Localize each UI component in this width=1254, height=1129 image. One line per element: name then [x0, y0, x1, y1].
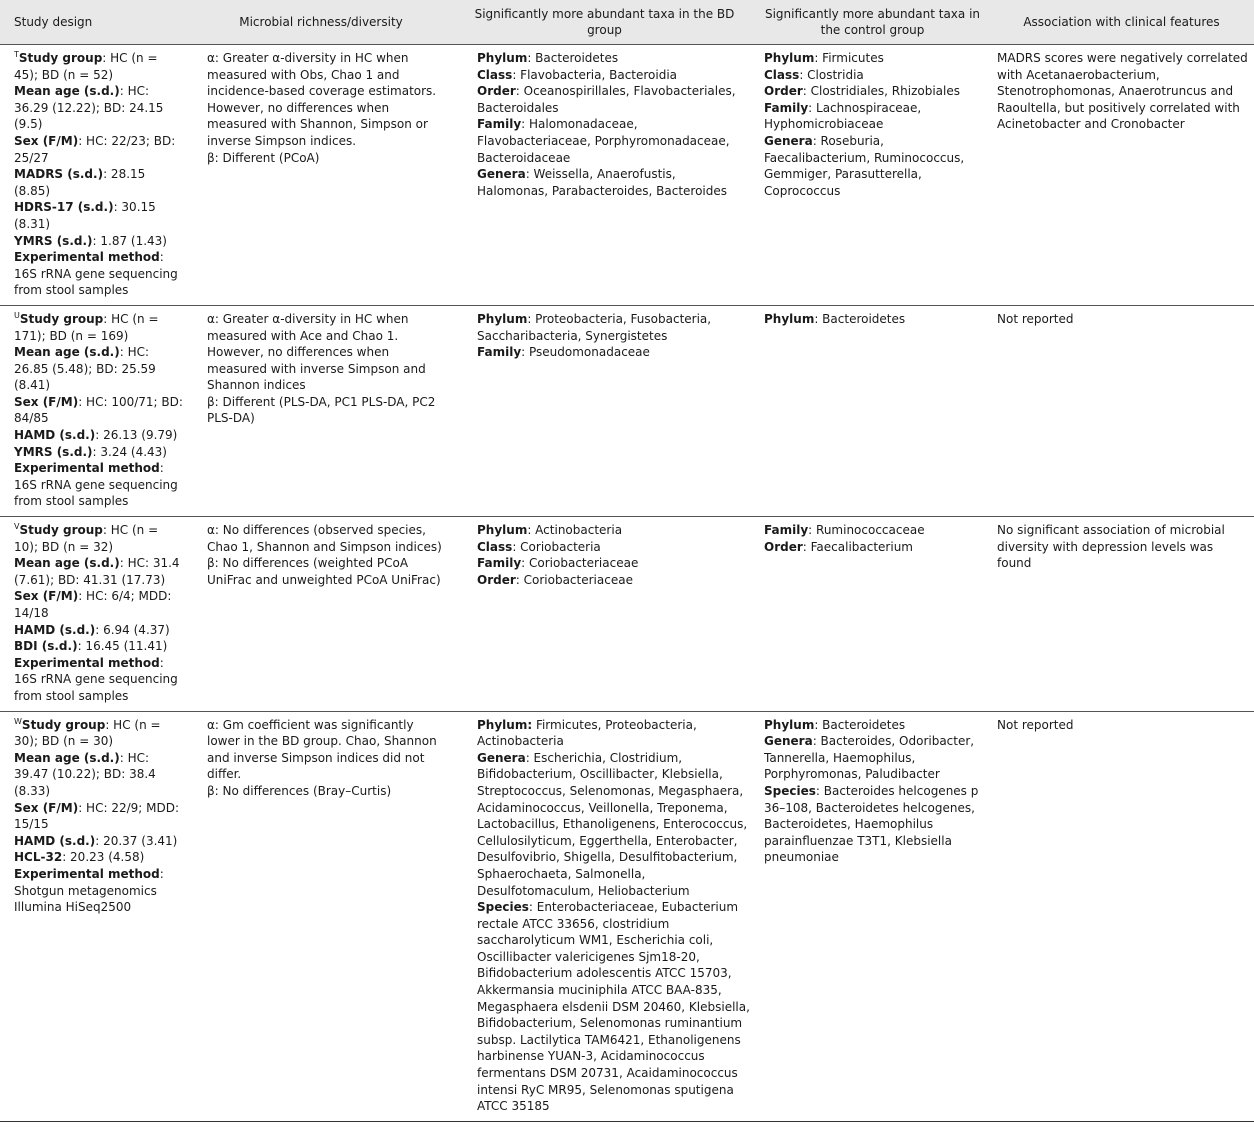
design-key: Sex (F/M) [14, 589, 79, 604]
diversity-cell [189, 45, 453, 306]
table-row [0, 45, 1254, 306]
design-entry [14, 522, 183, 555]
design-key: HCL-32 [14, 850, 63, 865]
reference-marker: T [14, 50, 19, 59]
bd-taxa-cell [453, 45, 756, 306]
diversity-line: β: No differences (weighted PCoA UniFrac and unweighted PCoA UniFrac) [207, 556, 441, 587]
control-taxa-cell [756, 305, 989, 516]
design-value: : 28.15 (8.85) [14, 167, 146, 198]
design-value: : HC: 100/71; BD: 84/85 [14, 394, 183, 426]
header-control-taxa: Significantly more abundant taxa in the control group [756, 0, 989, 45]
header-diversity: Microbial richness/diversity [189, 0, 453, 45]
table-row [0, 711, 1254, 1121]
design-key: MADRS (s.d.) [14, 167, 104, 182]
design-value: : HC: 31.4 (7.61); BD: 41.31 (17.73) [14, 556, 180, 587]
diversity-line: β: Different (PCoA) [207, 150, 320, 165]
diversity-line: α: No differences (observed species, Chao 1, Shannon and Simpson indices) [207, 523, 442, 554]
design-key: Sex (F/M) [14, 133, 79, 148]
bd-taxa-key: Genera [477, 750, 526, 765]
diversity-cell [189, 711, 453, 1121]
control-taxa-value: : Faecalibacterium [802, 539, 913, 554]
design-key: Mean age (s.d.) [14, 84, 120, 99]
bd-taxa-key: Class [477, 539, 513, 554]
bd-taxa-value: : Oceanospirillales, Flavobacteriales, Bacteroidales [477, 84, 736, 115]
design-value: : 20.37 (3.41) [95, 833, 178, 848]
header-bd-taxa: Significantly more abundant taxa in the BD group [453, 0, 756, 45]
diversity-cell [189, 305, 453, 516]
bd-taxa-value: : Coriobacteriaceae [515, 572, 633, 587]
control-taxa-value: : Bacteroides, Odoribacter, Tannerella, Haemophilus, Porphyromonas, Paludibacter [764, 734, 975, 782]
bd-taxa-entry [477, 50, 750, 67]
design-key: HAMD (s.d.) [14, 428, 96, 443]
bd-taxa-value: : Halomonadaceae, Flavobacteriaceae, Porphyromonadaceae, Bacteroidaceae [477, 117, 730, 165]
bd-taxa-entry [477, 67, 750, 84]
design-entry [14, 344, 183, 394]
control-taxa-entry [764, 733, 983, 783]
bd-taxa-entry [477, 555, 750, 572]
control-taxa-key: Family [764, 523, 809, 538]
design-key: HDRS-17 (s.d.) [14, 200, 114, 215]
bd-taxa-key: Class [477, 67, 513, 82]
bd-taxa-key: Phylum: [477, 717, 533, 732]
design-entry [14, 249, 183, 299]
design-key: HAMD (s.d.) [14, 622, 96, 637]
header-clinical: Association with clinical features [989, 0, 1254, 45]
bd-taxa-key: Genera [477, 167, 526, 182]
control-taxa-entry [764, 133, 983, 199]
design-value: : HC: 36.29 (12.22); BD: 24.15 (9.5) [14, 84, 164, 132]
design-value: : 16.45 (11.41) [77, 639, 168, 654]
control-taxa-key: Order [764, 84, 803, 99]
control-taxa-value: : Lachnospiraceae, Hyphomicrobiaceae [764, 100, 922, 132]
control-taxa-value: : Clostridia [799, 67, 864, 82]
bd-taxa-cell [453, 305, 756, 516]
diversity-line: β: No differences (Bray–Curtis) [207, 783, 392, 798]
design-entry [14, 555, 183, 588]
control-taxa-key: Class [764, 67, 800, 82]
design-entry [14, 133, 183, 166]
design-key: Study group [19, 311, 104, 326]
control-taxa-entry [764, 539, 983, 556]
design-value: : 6.94 (4.37) [95, 622, 170, 637]
design-entry [14, 427, 183, 444]
design-value: : 16S rRNA gene sequencing from stool samples [14, 250, 178, 298]
header-study-design: Study design [0, 0, 189, 45]
design-entry [14, 750, 183, 800]
control-taxa-key: Genera [764, 133, 813, 148]
control-taxa-cell [756, 711, 989, 1121]
control-taxa-value: : Bacteroides helcogenes p 36–108, Bacteroidetes helcogenes, Bacteroidetes, Haemophilus parainfluenzae T3T1, Klebsiella pneumoniae [764, 783, 979, 865]
design-entry [14, 866, 183, 916]
design-entry [14, 849, 183, 866]
clinical-cell: Not reported [989, 711, 1254, 1121]
design-key: Experimental method [14, 461, 160, 476]
control-taxa-value: : Firmicutes [814, 51, 884, 65]
control-taxa-entry [764, 717, 983, 734]
control-taxa-key: Phylum [764, 311, 815, 326]
design-entry [14, 638, 183, 655]
diversity-line: α: Gm coefficient was significantly lower in the BD group. Chao, Shannon and inverse Simpson indices did not differ. [207, 717, 437, 782]
bd-taxa-entry [477, 717, 750, 750]
control-taxa-key: Family [764, 100, 809, 115]
bd-taxa-entry [477, 344, 750, 361]
reference-marker: V [14, 522, 20, 532]
clinical-cell: Not reported [989, 305, 1254, 516]
diversity-line: α: Greater α-diversity in HC when measured with Obs, Chao 1 and incidence-based coverage estimators. However, no differences when measured with Shannon, Simpson or inverse Simpson indices. [207, 51, 437, 148]
design-value: : 30.15 (8.31) [14, 200, 156, 231]
bd-taxa-value: : Actinobacteria [527, 523, 623, 538]
design-key: Mean age (s.d.) [14, 750, 120, 765]
design-entry [14, 199, 183, 232]
bd-taxa-key: Family [477, 556, 522, 571]
bd-taxa-value: : Flavobacteria, Bacteroidia [512, 67, 678, 82]
bd-taxa-value: : Bacteroidetes [527, 51, 619, 65]
design-entry [14, 622, 183, 639]
reference-marker: U [14, 310, 20, 320]
design-key: Study group [18, 51, 103, 65]
design-value: : 1.87 (1.43) [92, 233, 167, 248]
design-key: Sex (F/M) [14, 394, 79, 409]
design-entry [14, 444, 183, 461]
bd-taxa-key: Family [477, 345, 522, 360]
bd-taxa-entry [477, 311, 750, 344]
design-entry [14, 717, 183, 750]
diversity-line: α: Greater α-diversity in HC when measured with Ace and Chao 1. However, no differences when measured with inverse Simpson and Shannon indices [207, 311, 426, 393]
design-value: : HC (n = 171); BD (n = 169) [14, 311, 159, 343]
design-key: Mean age (s.d.) [14, 556, 120, 571]
bd-taxa-value: : Pseudomonadaceae [521, 345, 650, 360]
bd-taxa-value: Firmicutes, Proteobacteria, Actinobacteria [477, 717, 697, 749]
design-key: Experimental method [14, 866, 160, 881]
design-value: : 20.23 (4.58) [62, 850, 145, 865]
bd-taxa-entry [477, 750, 750, 899]
bd-taxa-entry [477, 166, 750, 199]
control-taxa-key: Phylum [764, 717, 815, 732]
bd-taxa-value: : Coriobacteriaceae [521, 556, 639, 571]
bd-taxa-value: : Coriobacteria [512, 539, 601, 554]
bd-taxa-cell [453, 711, 756, 1121]
bd-taxa-key: Family [477, 117, 522, 132]
bd-taxa-value: : Escherichia, Clostridium, Bifidobacterium, Oscillibacter, Klebsiella, Streptococcus, Selenomonas, Megasphaera, Acidaminococcus, Veillonella, Treponema, Lactobacillus, Ethanoligenens, Enterococcus, Cellulosilyticum, Eggerthella, Enterobacter, Desulfovibrio, Shigella, Desulfitobacterium, Sphaerochaeta, Salmonella, Desulfotomaculum, Heliobacterium [477, 750, 748, 898]
design-value: : HC: 22/9; MDD: 15/15 [14, 800, 180, 832]
design-value: : 3.24 (4.43) [92, 444, 167, 459]
control-taxa-value: : Ruminococcaceae [808, 523, 925, 538]
control-taxa-value: : Bacteroidetes [814, 311, 906, 326]
design-value: : Shotgun metagenomics Illumina HiSeq2500 [14, 866, 164, 915]
design-key: Study group [21, 717, 106, 732]
design-key: Experimental method [14, 250, 160, 265]
design-entry [14, 50, 183, 83]
design-entry [14, 83, 183, 133]
design-entry [14, 655, 183, 705]
bd-taxa-entry [477, 83, 750, 116]
design-entry [14, 166, 183, 199]
design-entry [14, 311, 183, 344]
design-value: : 16S rRNA gene sequencing from stool samples [14, 461, 178, 509]
bd-taxa-key: Phylum [477, 51, 528, 65]
control-taxa-key: Species [764, 783, 816, 798]
bd-taxa-entry [477, 572, 750, 589]
design-entry [14, 394, 183, 427]
design-value: : 26.13 (9.79) [95, 428, 178, 443]
design-value: : HC: 39.47 (10.22); BD: 38.4 (8.33) [14, 750, 156, 798]
control-taxa-entry [764, 311, 983, 328]
table-row [0, 517, 1254, 712]
bd-taxa-entry [477, 522, 750, 539]
control-taxa-entry [764, 50, 983, 67]
design-entry [14, 800, 183, 833]
design-key: Study group [19, 523, 103, 538]
study-design-cell [0, 517, 189, 712]
study-design-cell [0, 711, 189, 1121]
bd-taxa-value: : Weissella, Anaerofustis, Halomonas, Parabacteroides, Bacteroides [477, 167, 728, 198]
clinical-cell: No significant association of microbial diversity with depression levels was found [989, 517, 1254, 712]
control-taxa-key: Phylum [764, 51, 815, 65]
control-taxa-cell [756, 45, 989, 306]
design-value: : HC: 6/4; MDD: 14/18 [14, 589, 172, 620]
bd-taxa-cell [453, 517, 756, 712]
bd-taxa-key: Order [477, 84, 516, 99]
design-value: : HC: 22/23; BD: 25/27 [14, 133, 176, 165]
bd-taxa-entry [477, 116, 750, 166]
design-key: Experimental method [14, 655, 160, 670]
bd-taxa-key: Phylum [477, 311, 528, 326]
clinical-cell: MADRS scores were negatively correlated with Acetanaerobacterium, Stenotrophomonas, Anaerotruncus and Raoultella, but positively correlated with Acinetobacter and Cronobacter [989, 45, 1254, 306]
design-value: : HC (n = 30); BD (n = 30) [14, 717, 161, 749]
design-value: : 16S rRNA gene sequencing from stool samples [14, 655, 178, 703]
control-taxa-entry [764, 67, 983, 84]
table-row [0, 305, 1254, 516]
reference-marker: W [14, 716, 22, 726]
control-taxa-key: Order [764, 539, 803, 554]
study-design-cell [0, 305, 189, 516]
control-taxa-entry [764, 83, 983, 100]
study-design-cell [0, 45, 189, 306]
diversity-cell [189, 517, 453, 712]
control-taxa-entry [764, 100, 983, 133]
control-taxa-value: : Bacteroidetes [814, 717, 906, 732]
bd-taxa-value: : Enterobacteriaceae, Eubacterium rectale ATCC 33656, clostridium saccharolyticum WM1, Escherichia coli, Oscillibacter valericigenes Sjm18-20, Bifidobacterium adolescentis ATCC 15703, Akkermansia muciniphila ATCC BAA-835, Megasphaera elsdenii DSM 20460, Klebsiella, Bifidobacterium, Selenomonas ruminantium subsp. Lactilytica TAM6421, Ethanoligenens harbinense YUAN-3, Acidaminococcus fermentans DSM 20731, Acaidaminococcus intensi RyC MR95, Selenomonas sputigena ATCC 35185 [477, 900, 750, 1114]
bd-taxa-value: : Proteobacteria, Fusobacteria, Saccharibacteria, Synergistetes [477, 311, 712, 343]
design-key: Mean age (s.d.) [14, 345, 120, 360]
design-entry [14, 833, 183, 850]
diversity-line: β: Different (PLS-DA, PC1 PLS-DA, PC2 PLS-DA) [207, 394, 436, 426]
design-entry [14, 460, 183, 510]
design-key: BDI (s.d.) [14, 639, 78, 654]
design-key: HAMD (s.d.) [14, 833, 96, 848]
control-taxa-cell [756, 517, 989, 712]
control-taxa-value: : Clostridiales, Rhizobiales [802, 84, 960, 99]
control-taxa-entry [764, 522, 983, 539]
design-value: : HC (n = 45); BD (n = 52) [14, 51, 158, 82]
design-value: : HC (n = 10); BD (n = 32) [14, 523, 159, 554]
design-key: Sex (F/M) [14, 800, 79, 815]
design-key: YMRS (s.d.) [14, 233, 93, 248]
control-taxa-key: Genera [764, 734, 813, 749]
bd-taxa-key: Order [477, 572, 516, 587]
design-key: YMRS (s.d.) [14, 444, 93, 459]
design-value: : HC: 26.85 (5.48); BD: 25.59 (8.41) [14, 345, 156, 393]
design-entry [14, 588, 183, 621]
design-entry [14, 233, 183, 250]
header-row [0, 0, 1254, 45]
bd-taxa-entry [477, 539, 750, 556]
bd-taxa-entry [477, 899, 750, 1115]
control-taxa-entry [764, 783, 983, 866]
bd-taxa-key: Phylum [477, 523, 528, 538]
bd-taxa-key: Species [477, 900, 529, 915]
control-taxa-value: : Roseburia, Faecalibacterium, Ruminococcus, Gemmiger, Parasutterella, Coprococcus [764, 133, 965, 198]
